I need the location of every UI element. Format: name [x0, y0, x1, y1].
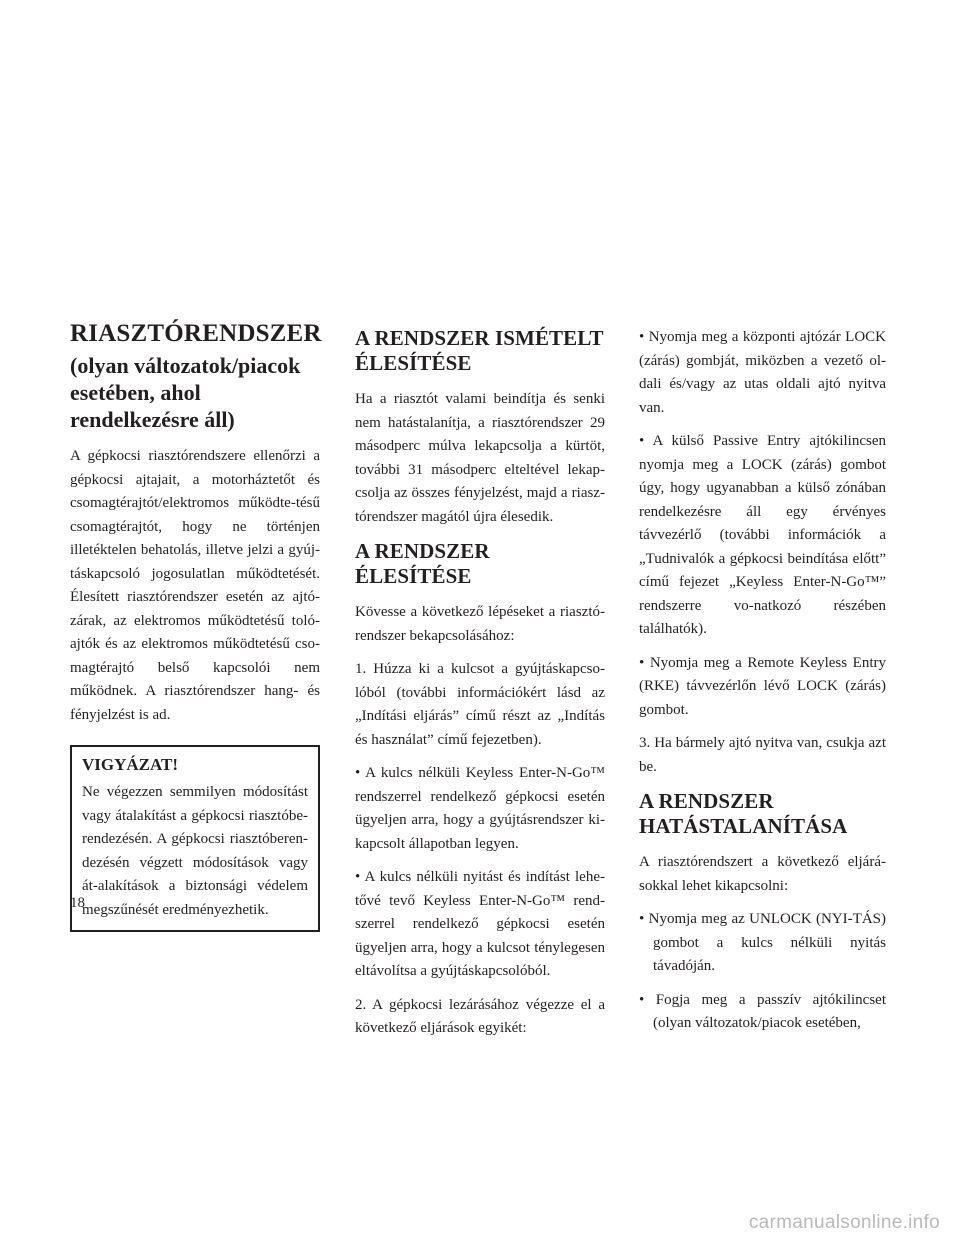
arm-bullet-1: • A kulcs nélküli Keyless Enter-N-Go™ rendszerrel rendelkező gépkocsi esetén ügyeljen arra, hogy a gyújtásrendszer ki-kapcsolt állapotban legyen. [355, 765, 605, 852]
arm-step-3: 3. Ha bármely ajtó nyitva van, csukja azt be. [639, 735, 886, 775]
arm-intro: Kövesse a következő lépéseket a riasztó-rendszer bekapcsolásához: [355, 604, 605, 644]
arm-step-2: 2. A gépkocsi lezárásához végezze el a következő eljárások egyikét: [355, 996, 605, 1036]
warning-title: VIGYÁZAT! [82, 755, 179, 774]
middle-column [355, 326, 605, 1051]
warning-box [70, 745, 320, 932]
section-title-alarm: RIASZTÓRENDSZER [70, 320, 322, 347]
disarm-intro: A riasztórendszert a következő eljárá-sokkal lehet kikapcsolni: [639, 854, 886, 894]
section-title-rearm: A RENDSZER ISMÉTELT ÉLESÍTÉSE [355, 326, 604, 375]
left-column [70, 320, 320, 932]
section-title-arm: A RENDSZER ÉLESÍTÉSE [355, 539, 490, 588]
lock-bullet-3: • Nyomja meg a Remote Keyless Entry (RKE) távvezérlőn lévő LOCK (zárás) gombot. [639, 654, 886, 718]
warning-text: Ne végezzen semmilyen módosítást vagy átalakítást a gépkocsi riasztóbe-rendezésén. A gépkocsi riasztóberen-dezésén végzett módosítások vagy át-alakítások a biztonsági védelem megszűnését eredményezhetik. [82, 784, 308, 918]
right-column [639, 326, 886, 1046]
watermark-text: carmanualsonline.info [748, 1212, 940, 1233]
intro-paragraph: A gépkocsi riasztórendszere ellenőrzi a gépkocsi ajtajait, a motorháztetőt és csomagtérajtót/elektromos működte-tésű csomagtérajtót, hogy ne történjen illetéktelen behatolás, illetve jelzi a gyúj-táskapcsoló jogosulatlan működtetését. Élesített riasztórendszer esetén az ajtó-zárak, az elektromos működtetésű toló-ajtók és az elektromos működtetésű cso-magtérajtó belső kapcsolói nem működnek. A riasztórendszer hang- és fényjelzést is ad. [70, 448, 320, 723]
lock-bullet-1: • Nyomja meg a központi ajtózár LOCK (zárás) gombját, miközben a vezető ol-dali és/vagy az utas oldali ajtó nyitva van. [639, 329, 886, 416]
page-number: 18 [70, 895, 85, 911]
section-subtitle: (olyan változatok/piacok esetében, ahol rendelkezésre áll) [70, 353, 301, 432]
lock-bullet-2: • A külső Passive Entry ajtókilincsen nyomja meg a LOCK (zárás) gombot úgy, hogy ugyanabban a külső zónában rendelkezésre áll egy érvényes távvezérlő (további információk a „Tudnivalók a gépkocsi beindítása előtt” című fejezet „Keyless Enter-N-Go™” rendszerre vo-natkozó részében találhatók). [639, 433, 886, 637]
disarm-item-2: • Fogja meg a passzív ajtókilincset (olyan változatok/piacok esetében, [639, 991, 886, 1031]
arm-step-1: 1. Húzza ki a kulcsot a gyújtáskapcso-lóból (további információkért lásd az „Indítási eljárás” című részt az „Indítás és használat” című fejezetben). [355, 661, 605, 748]
section-title-disarm: A RENDSZER HATÁSTALANÍTÁSA [639, 789, 848, 838]
rearm-paragraph: Ha a riasztót valami beindítja és senki nem hatástalanítja, a riasztórendszer 29 másodperc múlva lekapcsolja a kürtöt, további 31 másodperc elteltével lekap-csolja az összes fényjelzést, majd a riasz-tórendszer magától újra élesedik. [355, 391, 605, 525]
disarm-item-1: • Nyomja meg az UNLOCK (NYI-TÁS) gombot a kulcs nélküli nyitás távadóján. [639, 911, 886, 974]
arm-bullet-2: • A kulcs nélküli nyitást és indítást lehe-tővé tevő Keyless Enter-N-Go™ rend-szerrel rendelkező gépkocsi esetén ügyeljen arra, hogy a kulcsot ténylegesen eltávolítsa a gyújtáskapcsolóból. [355, 869, 605, 979]
